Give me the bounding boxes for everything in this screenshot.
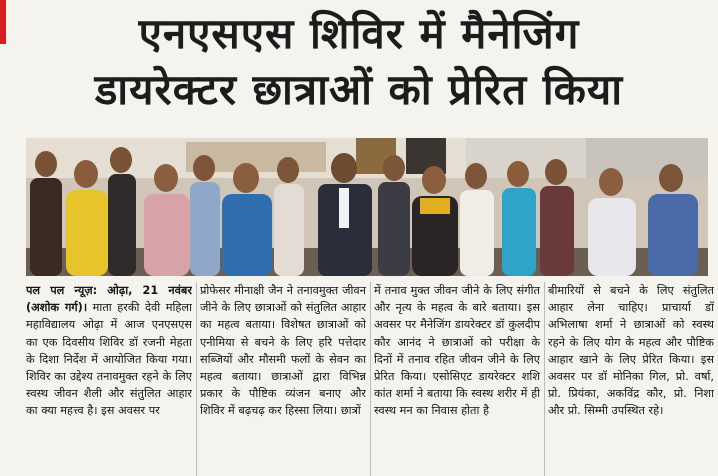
headline-line-1: एनएसएस शिविर में मैनेजिंग: [138, 9, 580, 58]
group-photo-illustration: [26, 138, 708, 276]
article-body: [26, 282, 718, 476]
byline: पल पल न्यूज़: ओढ़ा, 21 नवंबर (अशोक गर्ग)।: [26, 284, 192, 315]
article-column-3: [374, 282, 540, 476]
headline: [0, 6, 718, 118]
group-photo: [26, 138, 708, 276]
column-3-text: में तनाव मुक्त जीवन जीने के लिए संगीत और नृत्य के महत्व के बारे बताया। इस अवसर पर मैनेजिंग डायरेक्टर डॉ कुलदीप कौर आनंद ने छात्राओं को परीक्षा के दिनों में तनाव रहित जीवन जीने के लिए प्रेरित किया। एसोसिएट डायरेक्टर शशि कांत शर्मा ने बताया कि स्वस्थ शरीर में ही स्वस्थ मन का निवास होता है: [374, 284, 540, 418]
article-column-1: [26, 282, 192, 476]
column-2-text: प्रोफेसर मीनाक्षी जैन ने तनावमुक्त जीवन जीने के लिए छात्राओं को संतुलित आहार का महत्व बताया। विशेषत छात्राओं को एनीमिया से बचने के लिए हरि पत्तेदार सब्जियों और मौसमी फलों के सेवन का महत्व बताया। छात्राओं द्वारा विभिन्न प्रकार के पौष्टिक व्यंजन बनाए और शिविर में बढ़चढ़ कर हिस्सा लिया। छात्रों: [200, 284, 366, 418]
column-1-text: माता हरकी देवी महिला महाविद्यालय ओढ़ा में आज एनएसएस का एक दिवसीय शिविर डॉ रजनी मेहता के दिशा निर्देश में आयोजित किया गया। शिविर का उद्देश्य तनावमुक्त रहने के लिए स्वस्थ जीवन शैली और संतुलित आहार का क्या महत्त्व है। इस अवसर पर: [26, 301, 192, 418]
headline-line-2: डायरेक्टर छात्राओं को प्रेरित किया: [94, 65, 624, 114]
article-column-4: [548, 282, 714, 476]
column-4-text: बीमारियों से बचने के लिए संतुलित आहार लेना चाहिए। प्राचार्या डॉ अभिलाषा शर्मा ने छात्राओं को स्वस्थ रहने के लिए योग के महत्व और पौष्टिक आहार खाने के लिए प्रेरित किया। इस अवसर पर डॉ मोनिका गिल, प्रो. वर्षा, प्रो. प्रियंका, अकविंद्र कौर, प्रो. निशा और प्रो. सिम्मी उपस्थित रहे।: [548, 284, 714, 418]
article-column-2: [200, 282, 366, 476]
